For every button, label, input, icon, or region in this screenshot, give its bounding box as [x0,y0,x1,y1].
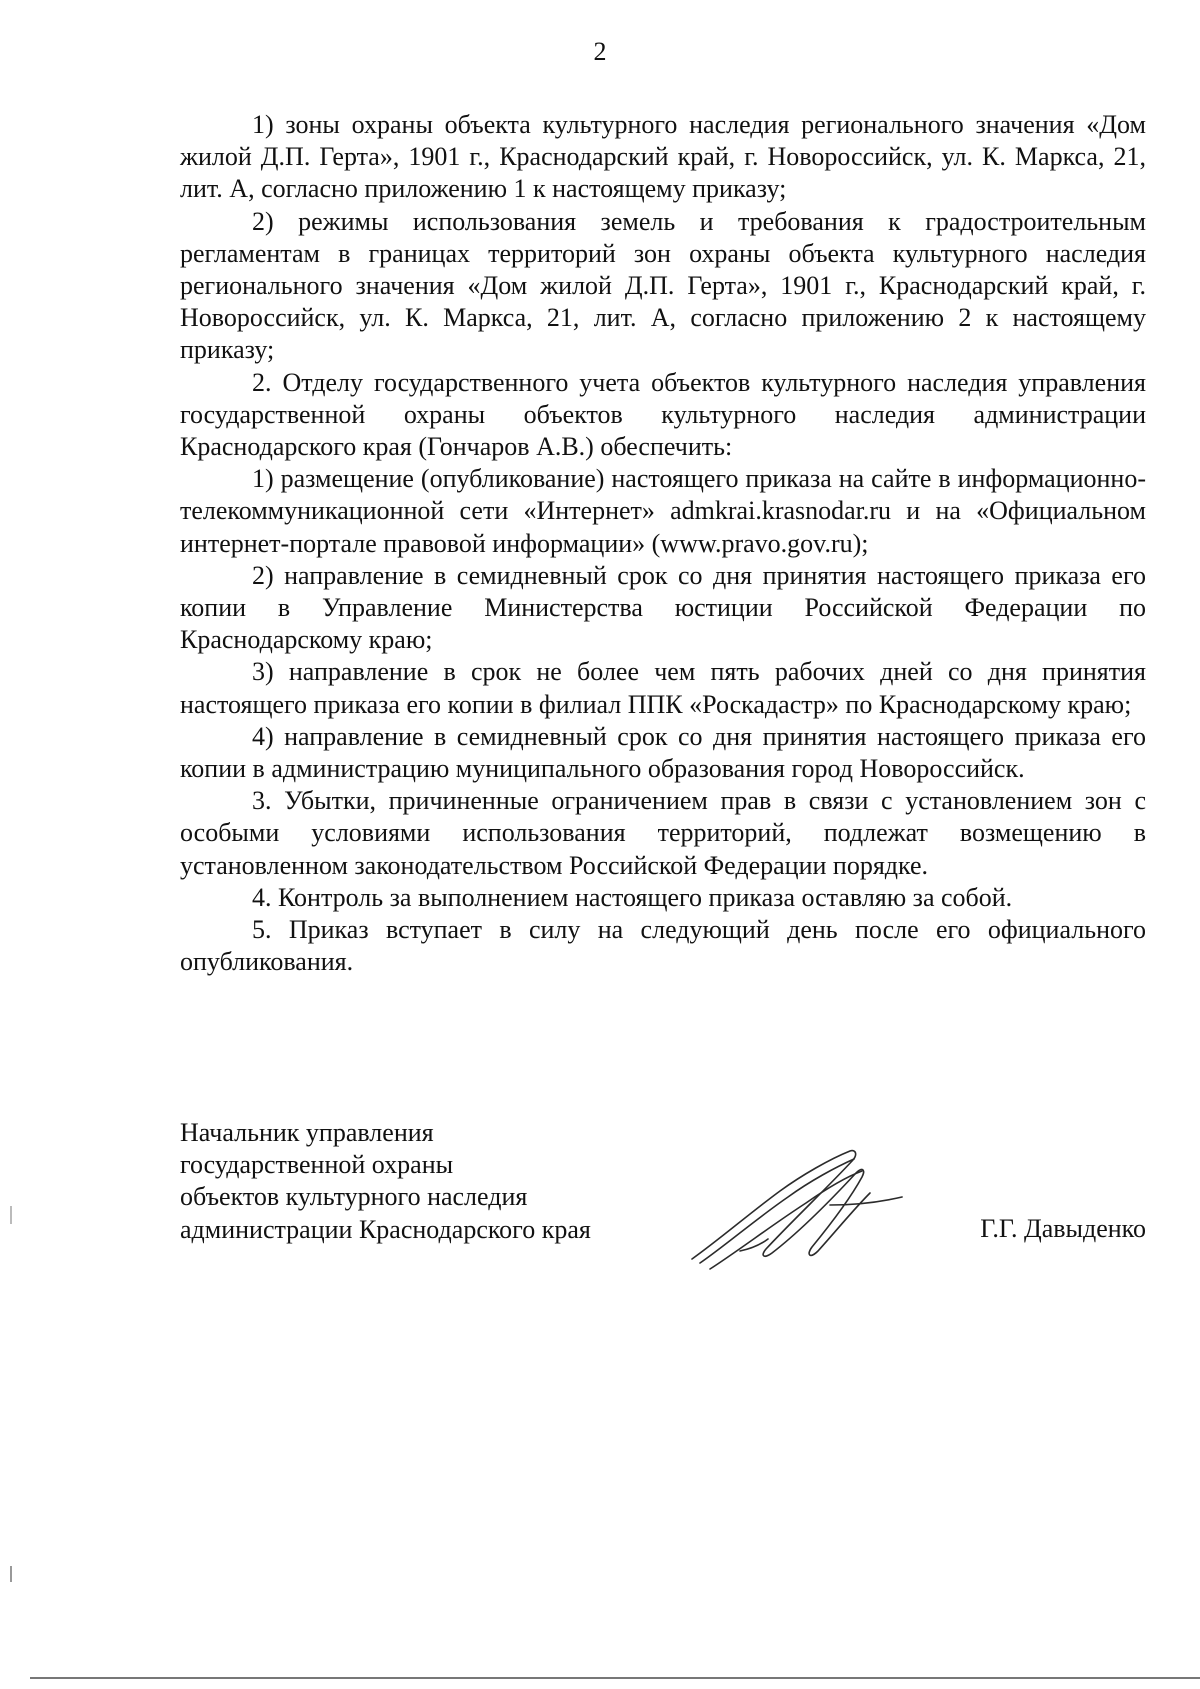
handwritten-signature-icon [680,1147,910,1277]
paragraph-zones-protection: 1) зоны охраны объекта культурного наследия регионального значения «Дом жилой Д.П. Герта», 1901 г., Краснодарский край, г. Новороссийск, ул. К. Маркса, 21, лит. А, согласно приложению 1 к настоящему приказу; [180,110,1146,204]
signer-name: Г.Г. Давыденко [980,1214,1146,1243]
signer-position-line: объектов культурного наследия [180,1182,528,1212]
paragraph-municipal-administration: 4) направление в семидневный срок со дня принятия настоящего приказа его копии в администрацию муниципального образования город Новороссийск. [180,721,1146,784]
paragraph-ministry-of-justice: 2) направление в семидневный срок со дня принятия настоящего приказа его копии в Управление Министерства юстиции Российской Федерации по Краснодарскому краю; [180,560,1146,655]
signer-position-line: Начальник управления [180,1118,434,1147]
paragraph-land-use-regimes: 2) режимы использования земель и требования к градостроительным регламентам в границах территорий зон охраны объекта культурного наследия регионального значения «Дом жилой Д.П. Герта», 1901 г., Краснодарский край, г. Новороссийск, ул. К. Маркса, 21, лит. А, согласно приложению 2 к настоящему приказу; [180,206,1146,365]
scan-bottom-edge [30,1677,1200,1679]
scan-margin-mark [10,1566,12,1582]
paragraph-department-instruction: 2. Отделу государственного учета объектов культурного наследия управления государственной охраны объектов культурного наследия администрации Краснодарского края (Гончаров А.В.) обеспечить: [180,367,1146,462]
paragraph-control: 4. Контроль за выполнением настоящего приказа оставляю за собой. [252,882,1013,912]
paragraph-publication: 1) размещение (опубликование) настоящего приказа на сайте в информационно-телекоммуникационной сети «Интернет» admkrai.krasnodar.ru и на «Официальном интернет-портале правовой информации» (www.pravo.gov.ru); [180,464,1146,558]
signer-position-line: государственной охраны [180,1150,454,1180]
signature-block [180,1117,1146,1277]
page-number: 2 [593,37,607,66]
signer-position-line: администрации Краснодарского края [180,1214,591,1244]
scan-margin-mark [10,1206,12,1224]
paragraph-damages-compensation: 3. Убытки, причиненные ограничением прав в связи с установлением зон с особыми условиями использования территорий, подлежат возмещению в установленном законодательством Российской Федерации порядке. [180,786,1146,880]
paragraph-roskadastr: 3) направление в срок не более чем пять рабочих дней со дня принятия настоящего приказа его копии в филиал ППК «Роскадастр» по Краснодарскому краю; [180,657,1146,719]
signer-position [180,1117,591,1246]
paragraph-entry-into-force: 5. Приказ вступает в силу на следующий день после его официального опубликования. [180,915,1146,977]
document-body [180,109,1146,978]
